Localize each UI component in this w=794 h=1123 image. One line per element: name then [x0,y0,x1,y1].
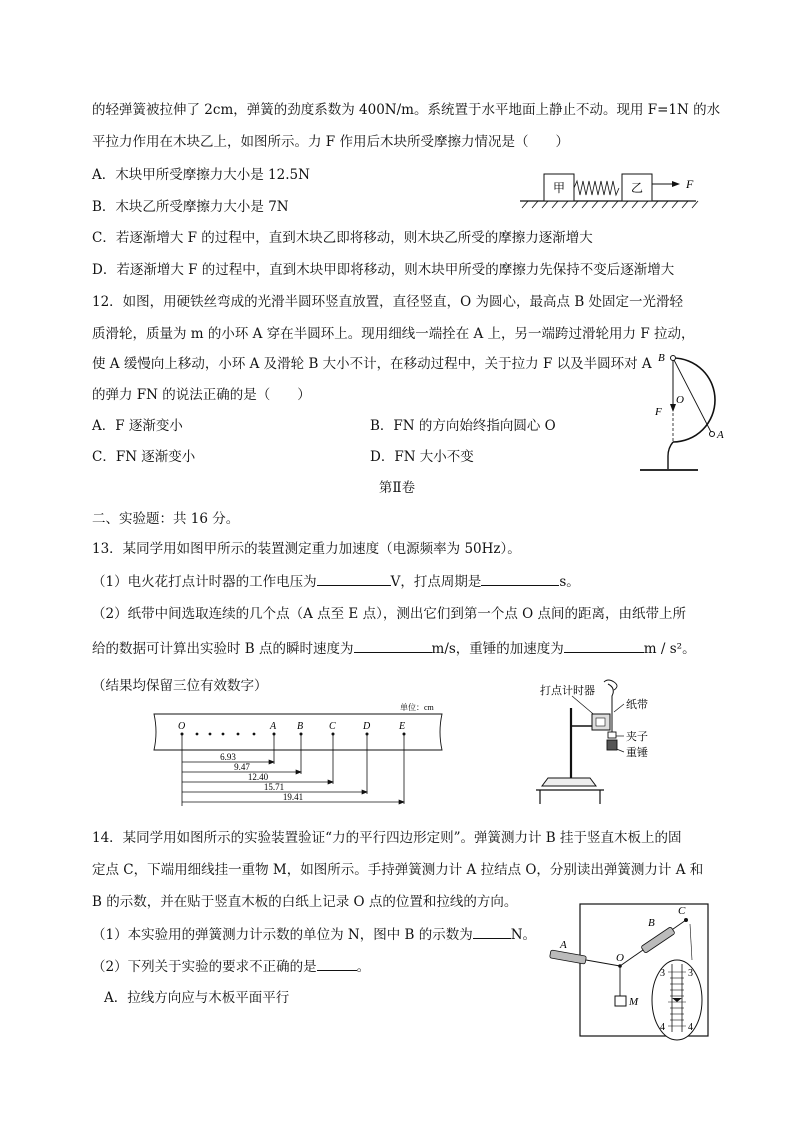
q14-part2-text-a: （2）下列关于实验的要求不正确的是 [92,959,317,975]
section-title: 第Ⅱ卷 [378,480,416,496]
section-heading: 二、实验题：共 16 分。 [92,511,240,527]
distance-od: 15.71 [263,782,285,792]
tape-strip [154,714,442,750]
q11-option-d: D．若逐渐增大 F 的过程中，直到木块甲即将移动，则木块甲所受的摩擦力先保持不变后逐渐增大 [92,262,675,278]
q14-line1: 14．某同学用如图所示的实验装置验证“力的平行四边形定则”。弹簧测力计 B 挂于竖直木板上的固 [92,830,682,846]
force-arrow [672,181,680,187]
label-b: B [648,917,655,929]
distance-ob: 9.47 [234,762,250,772]
answer-blank-b-reading[interactable] [473,926,511,939]
weight-m [615,996,626,1006]
q14-part1-text-b: N。 [510,927,537,943]
q12-line2: 质滑轮，质量为 m 的小环 A 穿在半圆环上。现用细线一端拴在 A 上，另一端跨过滑轮用力 F 拉动， [92,326,695,342]
q13-part2-text-d: m / s²。 [643,641,696,657]
q13-part1 [92,573,580,590]
label-m: M [629,996,639,1008]
q14-part1-text-a: （1）本实验用的弹簧测力计示数的单位为 N，图中 B 的示数为 [92,927,473,943]
q13-apparatus-figure [534,674,664,806]
q12-line4: 的弹力 FN 的说法正确的是（ ） [92,387,311,403]
label-a: A [717,429,724,441]
q13-line1: 13．某同学用如图甲所示的装置测定重力加速度（电源频率为 50Hz）。 [92,541,521,557]
q12-option-b: B．FN 的方向始终指向圆心 O [370,418,556,434]
q13-part2-text-c: m/s，重锤的加速度为 [431,641,564,657]
label-b: B [658,352,665,364]
scale-mark-4-left: 4 [660,1022,665,1033]
q14-part2-text-b: 。 [356,959,371,975]
answer-blank-velocity[interactable] [354,640,432,653]
weight [607,740,617,750]
ground-hatching [522,201,698,208]
block-jia-label: 甲 [552,181,566,195]
distance-oc: 12.40 [247,772,269,782]
spring [574,181,619,195]
tape-point-o: O [178,721,186,732]
q14-line3: B 的示数，并在贴于竖直木板的白纸上记录 O 点的位置和拉线的方向。 [92,894,518,910]
label-o: O [616,952,624,964]
tape-point-a: A [270,721,277,732]
label-f: F [655,406,662,418]
q14-option-a: A．拉线方向应与木板平面平行 [104,990,290,1006]
scale-mark-3-left: 3 [660,968,665,979]
label-timer: 打点计时器 [540,685,595,697]
pulley-b [671,356,676,361]
answer-blank-incorrect-requirement[interactable] [317,958,357,971]
q12-line1: 12．如图，用硬铁丝弯成的光滑半圆环竖直放置，直径竖直，O 为圆心，最高点 B 处固定一光滑轻 [92,294,684,310]
q12-option-c: C．FN 逐渐变小 [92,449,196,465]
q13-part2-line2 [92,640,696,657]
block-yi-label: 乙 [630,181,644,195]
q12-line3: 使 A 缓慢向上移动，小环 A 及滑轮 B 大小不计，在移动过程中，关于拉力 F 以及半圆环对 A [92,356,652,372]
q14-part1 [92,926,536,943]
fixed-point-c [684,918,688,922]
scale-mark-4-right: 4 [688,1022,693,1033]
tape-point-d: D [363,721,371,732]
q11-option-c: C．若逐渐增大 F 的过程中，直到木块乙即将移动，则木块乙所受的摩擦力逐渐增大 [92,230,593,246]
label-paper-tape: 纸带 [626,699,648,711]
q13-paper-tape-figure [150,698,446,810]
stand-base [542,778,596,786]
tape-distances [220,752,303,802]
label-o: O [676,394,684,406]
label-a: A [560,939,567,951]
distance-oa: 6.93 [220,752,236,762]
ring-a [710,432,715,437]
q13-part1-text-c: s。 [559,574,580,590]
q14-force-board-figure [544,902,714,1042]
label-c: C [678,905,686,917]
q12-option-d: D．FN 大小不变 [370,449,474,465]
q14-line2: 定点 C，下端用细线挂一重物 M，如图所示。手持弹簧测力计 A 拉结点 O，分别读出弹簧测力计 A 和 [92,862,704,878]
knot-o [618,964,622,968]
q12-semicircle-figure [638,348,733,480]
answer-blank-acceleration[interactable] [564,640,644,653]
tape-unit: 单位：cm [400,703,434,712]
q11-option-b: B．木块乙所受摩擦力大小是 7N [92,199,289,215]
q14-part2 [92,958,370,975]
clip [608,732,616,738]
q11-blocks-figure [516,168,706,212]
tape-point-b: B [297,721,304,732]
q11-line1: 的轻弹簧被拉伸了 2cm，弹簧的劲度系数为 400N/m。系统置于水平地面上静止不动。现用 F=1N 的水 [92,102,721,118]
answer-blank-voltage[interactable] [317,573,391,586]
q11-line2: 平拉力作用在木块乙上，如图所示。力 F 作用后木块所受摩擦力情况是（ ） [92,134,569,150]
q13-part1-text-a: （1）电火花打点计时器的工作电压为 [92,574,317,590]
scale-mark-3-right: 3 [688,968,693,979]
q13-note: （结果均保留三位有效数字） [92,678,268,694]
q13-part2-line1: （2）纸带中间选取连续的几个点（A 点至 E 点），测出它们到第一个点 O 点间的距离，由纸带上所 [92,606,686,622]
label-weight: 重锤 [626,747,648,759]
label-clip: 夹子 [626,731,648,743]
force-label: F [686,177,694,191]
tape-point-c: C [329,721,336,732]
q13-part1-text-b: V，打点周期是 [390,574,482,590]
tape-point-e: E [399,721,406,732]
q13-part2-text-b: 给的数据可计算出实验时 B 点的瞬时速度为 [92,641,354,657]
stand-post [668,442,673,469]
q12-option-a: A．F 逐渐变小 [92,418,183,434]
distance-oe: 19.41 [282,792,304,802]
q11-option-a: A．木块甲所受摩擦力大小是 12.5N [92,167,310,183]
answer-blank-period[interactable] [481,573,559,586]
